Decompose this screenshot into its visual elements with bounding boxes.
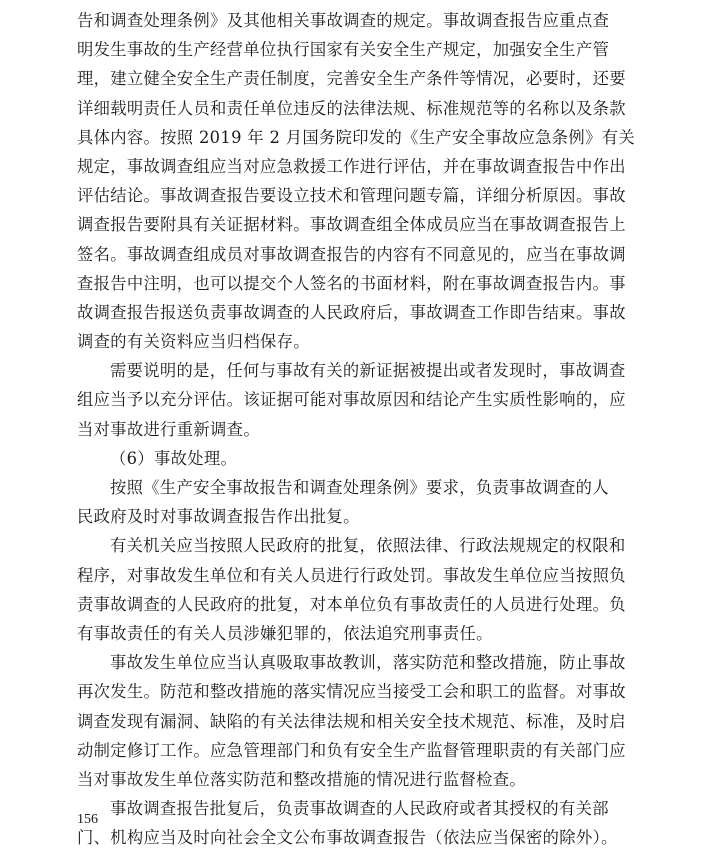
text-line: 再次发生。防范和整改措施的落实情况应当接受工会和职工的监督。对事故 [77,682,626,702]
text-line: 签名。事故调查组成员对事故调查报告的内容有不同意见的，应当在事故调 [77,244,626,264]
text-line: 告和调查处理条例》及其他相关事故调查的规定。事故调查报告应重点查 [77,11,610,30]
text-line: 民政府及时对事故调查报告作出批复。 [77,507,360,527]
text-line: 故调查报告报送负责事故调查的人民政府后，事故调查工作即告结束。事故 [77,302,626,322]
text-line: 查报告中注明，也可以提交个人签名的书面材料，附在事故调查报告内。事 [77,273,626,293]
text-line: 程序，对事故发生单位和有关人员进行行政处罚。事故发生单位应当按照负 [77,565,626,585]
text-line: 有关机关应当按照人民政府的批复，依照法律、行政法规规定的权限和 [110,536,626,556]
text-line: 事故调查报告批复后，负责事故调查的人民政府或者其授权的有关部 [110,799,609,819]
page-number: 156 [77,812,98,827]
text-line: 责事故调查的人民政府的批复，对本单位负有事故责任的人员进行处理。负 [77,594,626,614]
text-line: 按照《生产安全事故报告和调查处理条例》要求，负责事故调查的人 [110,478,609,497]
text-line: （6）事故处理。 [110,448,238,468]
text-line: 评估结论。事故调查报告要设立技术和管理问题专篇，详细分析原因。事故 [77,186,626,206]
text-line: 调查发现有漏洞、缺陷的有关法律法规和相关安全技术规范、标准，及时启 [77,711,626,731]
text-line: 规定，事故调查组应当对应急救援工作进行评估，并在事故调查报告中作出 [77,156,626,176]
text-line: 详细载明责任人员和责任单位违反的法律法规、标准规范等的名称以及条款 [77,98,626,118]
text-line: 组应当予以充分评估。该证据可能对事故原因和结论产生实质性影响的，应 [77,390,626,410]
text-line: 当对事故进行重新调查。 [77,419,260,439]
text-line: 具体内容。按照 2019 年 2 月国务院印发的《生产安全事故应急条例》有关 [77,127,635,147]
text-line: 动制定修订工作。应急管理部门和负有安全生产监督管理职责的有关部门应 [77,740,626,760]
text-line: 门、机构应当及时向社会全文公布事故调查报告（依法应当保密的除外）。 [77,828,618,848]
text-line: 理，建立健全安全生产责任制度，完善安全生产条件等情况，必要时，还要 [77,69,626,89]
text-line: 需要说明的是，任何与事故有关的新证据被提出或者发现时，事故调查 [110,361,626,381]
text-line: 事故发生单位应当认真吸取事故教训，落实防范和整改措施，防止事故 [110,653,626,673]
page-body [77,6,637,852]
text-line: 有事故责任的有关人员涉嫌犯罪的，依法追究刑事责任。 [77,623,493,643]
text-line: 调查报告要附具有关证据材料。事故调查组全体成员应当在事故调查报告上 [77,215,626,235]
text-line: 调查的有关资料应当归档保存。 [77,332,310,352]
text-line: 明发生事故的生产经营单位执行国家有关安全生产规定，加强安全生产管 [77,40,610,60]
text-line: 当对事故发生单位落实防范和整改措施的情况进行监督检查。 [77,769,527,789]
